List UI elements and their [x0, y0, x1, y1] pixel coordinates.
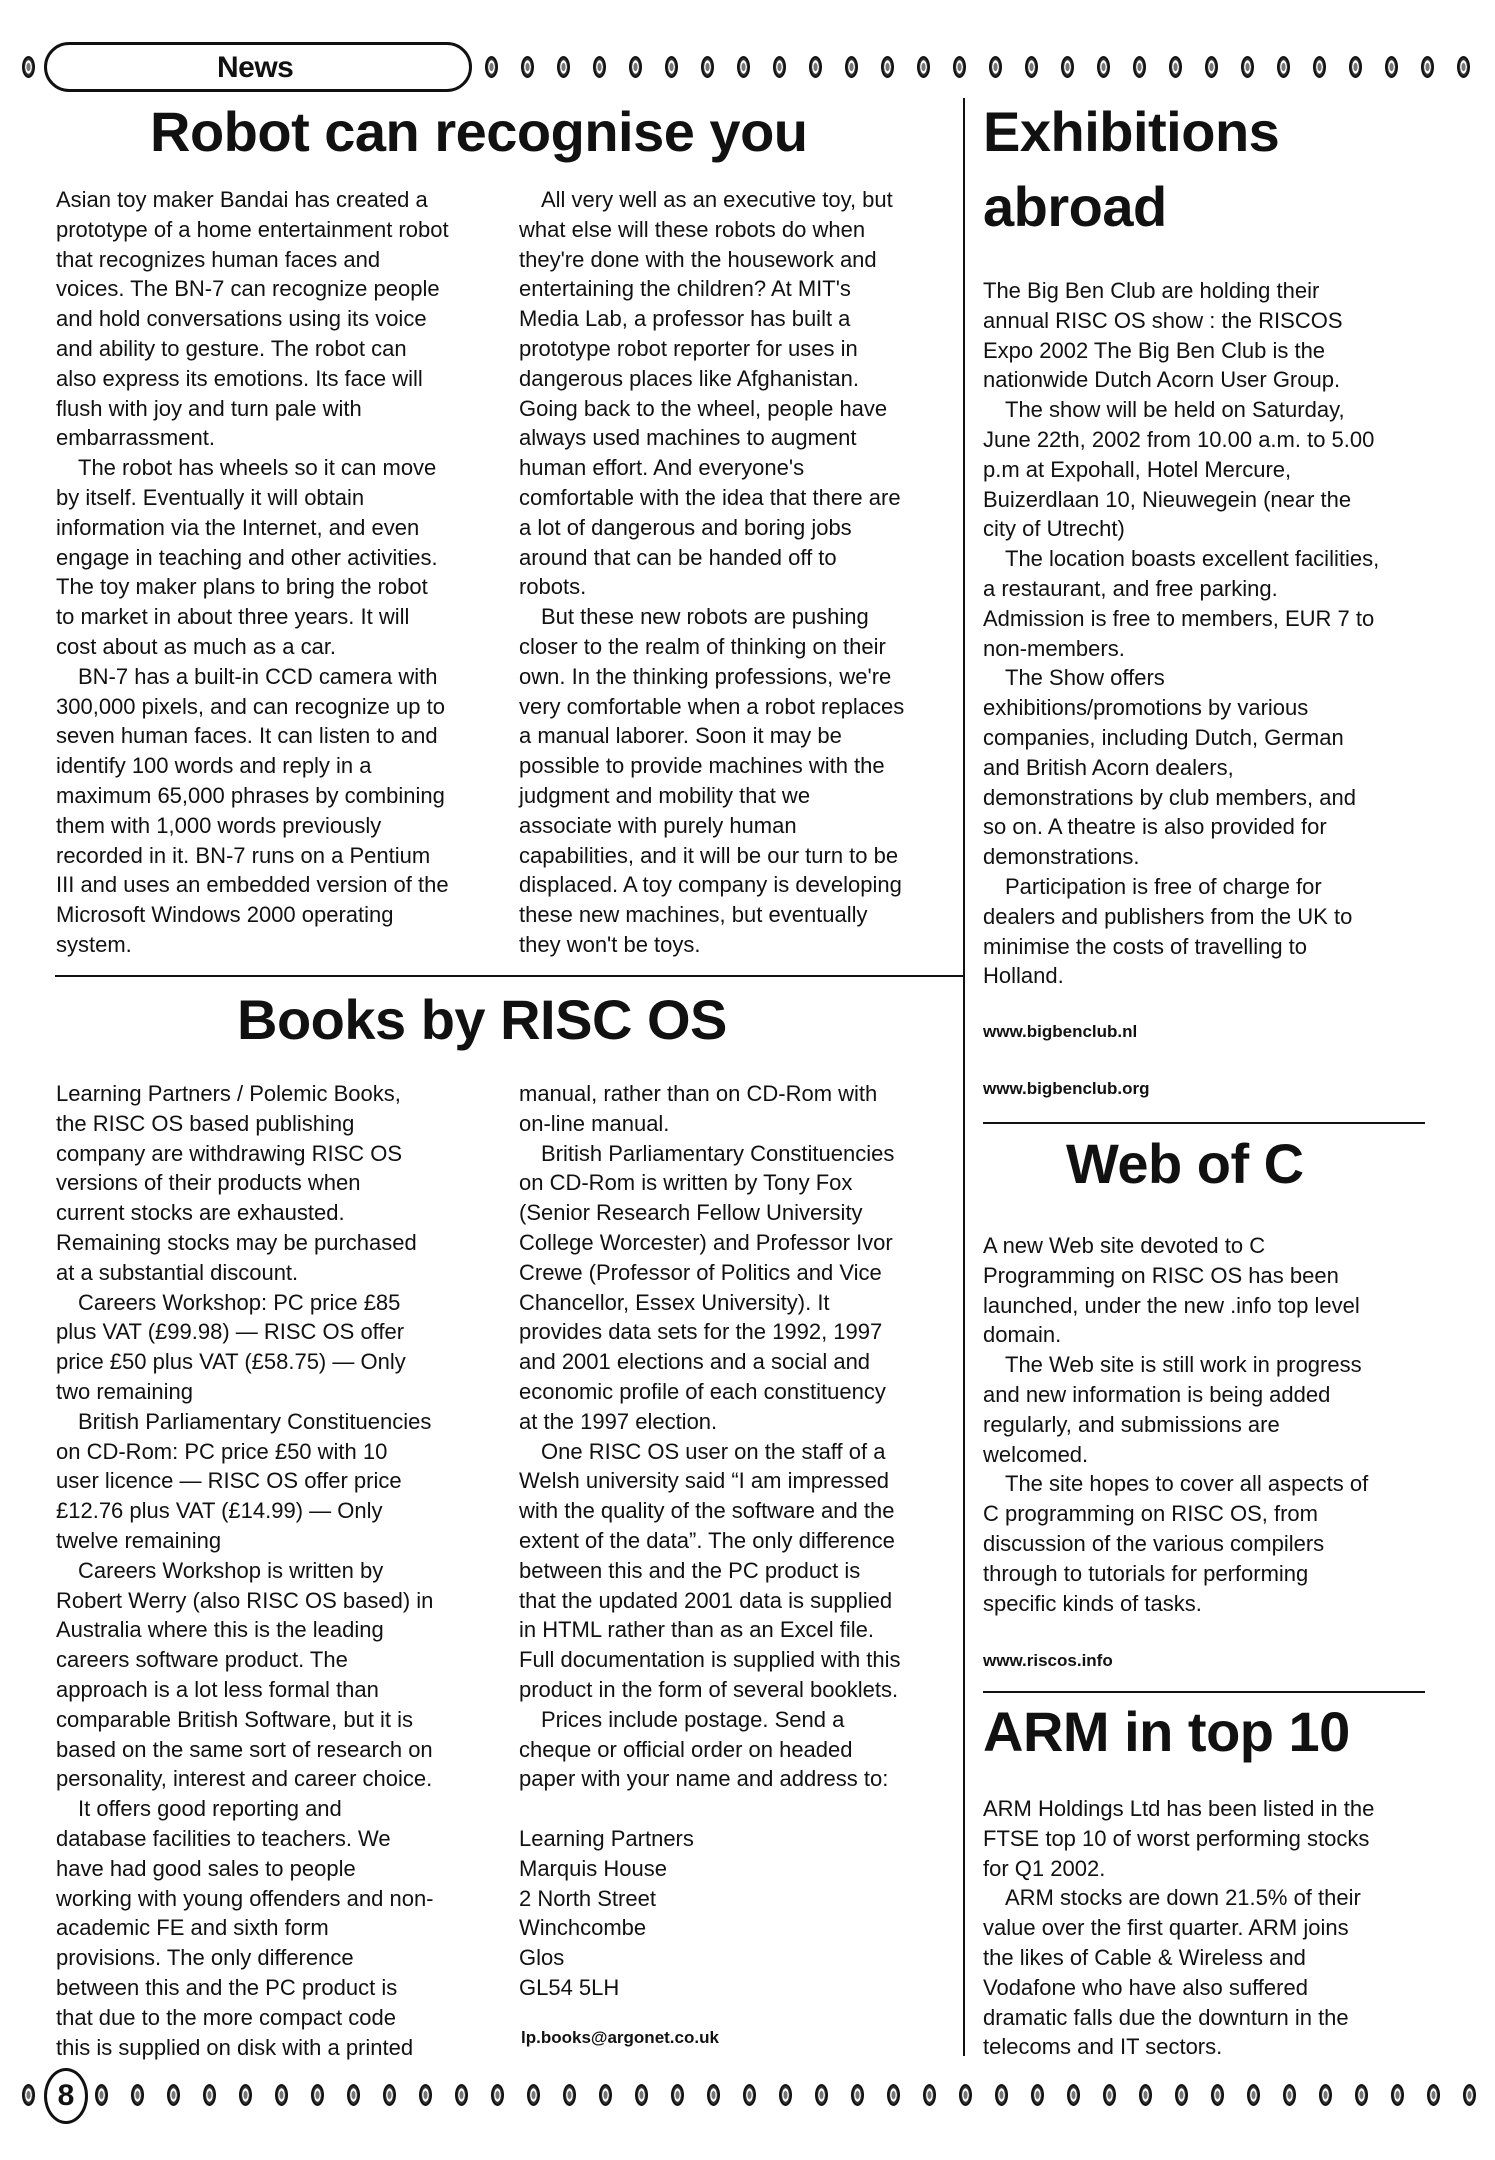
dot-ornament — [1205, 56, 1218, 78]
text-line: current stocks are exhausted. — [56, 1200, 345, 1226]
dot-ornament — [665, 56, 678, 78]
column-divider — [963, 98, 965, 2056]
dot-ornament — [275, 2084, 288, 2106]
dot-ornament — [485, 56, 498, 78]
headline-exhibitions: Exhibitions — [983, 100, 1280, 163]
text-line: Glos — [519, 1945, 565, 1971]
text-line: and British Acorn dealers, — [983, 754, 1234, 780]
dot-ornament — [22, 2084, 35, 2106]
text-line: BN-7 has a built-in CCD camera with — [78, 663, 438, 689]
text-line: that due to the more compact code — [56, 2004, 396, 2030]
text-line: a manual laborer. Soon it may be — [519, 723, 842, 749]
dot-ornament — [1097, 56, 1110, 78]
text-line: comparable British Software, but it is — [56, 1706, 414, 1732]
text-line: The Web site is still work in progress — [1005, 1352, 1362, 1378]
dot-ornament — [923, 2084, 936, 2106]
dot-ornament — [1133, 56, 1146, 78]
text-line: exhibitions/promotions by various — [983, 695, 1309, 721]
dot-ornament — [773, 56, 786, 78]
dot-ornament — [563, 2084, 576, 2106]
section-rule — [55, 975, 965, 977]
text-line: voices. The BN-7 can recognize people — [56, 276, 440, 302]
text-line: Going back to the wheel, people have — [519, 395, 888, 421]
text-line: flush with joy and turn pale with — [56, 395, 362, 421]
text-line: Robert Werry (also RISC OS based) in — [56, 1587, 434, 1613]
dot-ornament — [851, 2084, 864, 2106]
text-line: what else will these robots do when — [519, 216, 866, 242]
dot-ornament — [815, 2084, 828, 2106]
text-line: between this and the PC product is — [519, 1557, 861, 1583]
text-line: on CD-Rom is written by Tony Fox — [519, 1170, 853, 1196]
headline-arm: ARM in top 10 — [983, 1700, 1350, 1763]
text-line: demonstrations by club members, and — [983, 784, 1356, 810]
text-line: embarrassment. — [56, 425, 215, 451]
text-line: economic profile of each constituency — [519, 1378, 886, 1404]
text-line: through to tutorials for performing — [983, 1560, 1309, 1586]
text-line: provisions. The only difference — [56, 1945, 354, 1971]
text-line: comfortable with the idea that there are — [519, 484, 901, 510]
text-line: displaced. A toy company is developing — [519, 872, 902, 898]
text-line: entertaining the children? At MIT's — [519, 276, 851, 302]
text-line: Winchcombe — [519, 1915, 647, 1941]
text-line: specific kinds of tasks. — [983, 1590, 1202, 1616]
text-line: dramatic falls due the downturn in the — [983, 2004, 1349, 2030]
text-line: British Parliamentary Constituencies — [78, 1408, 432, 1434]
dot-ornament — [1139, 2084, 1152, 2106]
text-line: engage in teaching and other activities. — [56, 544, 438, 570]
dot-ornament — [995, 2084, 1008, 2106]
text-line: twelve remaining — [56, 1527, 222, 1553]
dot-ornament — [1283, 2084, 1296, 2106]
text-line: paper with your name and address to: — [519, 1766, 889, 1792]
article-column — [56, 1079, 434, 2062]
text-line: British Parliamentary Constituencies — [541, 1140, 895, 1166]
text-line: closer to the realm of thinking on their — [519, 633, 886, 659]
text-line: to market in about three years. It will — [56, 604, 410, 630]
text-line: Asian toy maker Bandai has created a — [56, 187, 428, 212]
text-line: demonstrations. — [983, 844, 1140, 870]
dot-ornament — [1385, 56, 1398, 78]
dot-ornament — [845, 56, 858, 78]
text-line: system. — [56, 931, 132, 957]
dot-ornament — [917, 56, 930, 78]
text-line: the likes of Cable & Wireless and — [983, 1944, 1306, 1970]
dot-ornament — [167, 2084, 180, 2106]
text-line: human effort. And everyone's — [519, 455, 805, 481]
section-rule — [983, 1691, 1425, 1693]
text-line: Learning Partners / Polemic Books, — [56, 1081, 401, 1106]
dot-ornament — [1427, 2084, 1440, 2106]
dot-ornament — [959, 2084, 972, 2106]
text-line: personality, interest and career choice. — [56, 1766, 433, 1792]
text-line: value over the first quarter. ARM joins — [983, 1915, 1349, 1941]
text-line: The site hopes to cover all aspects of — [1005, 1471, 1369, 1497]
dot-ornament — [383, 2084, 396, 2106]
headline-web-of-c: Web of C — [1066, 1132, 1304, 1195]
text-line: prototype robot reporter for uses in — [519, 335, 858, 361]
text-line: in HTML rather than as an Excel file. — [519, 1617, 875, 1643]
text-line: The show will be held on Saturday, — [1005, 397, 1345, 423]
dot-ornament — [1421, 56, 1434, 78]
text-line: The toy maker plans to bring the robot — [56, 574, 428, 600]
text-line: extent of the data”. The only difference — [519, 1527, 895, 1553]
text-line: Crewe (Professor of Politics and Vice — [519, 1259, 882, 1285]
text-line: ARM stocks are down 21.5% of their — [1005, 1885, 1361, 1911]
email-link[interactable]: lp.books@argonet.co.uk — [521, 2028, 719, 2047]
text-line: they won't be toys. — [519, 931, 701, 957]
text-line: A new Web site devoted to C — [983, 1233, 1266, 1258]
dot-ornament — [593, 56, 606, 78]
dot-ornament — [311, 2084, 324, 2106]
text-line: they're done with the housework and — [519, 246, 877, 272]
text-line: June 22th, 2002 from 10.00 a.m. to 5.00 — [983, 426, 1375, 452]
text-line: Participation is free of charge for — [1005, 873, 1322, 899]
text-line: College Worcester) and Professor Ivor — [519, 1229, 893, 1255]
dot-ornament — [1169, 56, 1182, 78]
text-line: Marquis House — [519, 1855, 667, 1881]
text-line: dangerous places like Afghanistan. — [519, 365, 860, 391]
text-line: and ability to gesture. The robot can — [56, 335, 407, 361]
text-line: One RISC OS user on the staff of a — [541, 1438, 886, 1464]
text-line: Holland. — [983, 963, 1064, 989]
text-line: the RISC OS based publishing — [56, 1110, 355, 1136]
dot-ornament — [629, 56, 642, 78]
text-line: and 2001 elections and a social and — [519, 1349, 871, 1375]
dot-ornament — [521, 56, 534, 78]
text-line: cost about as much as a car. — [56, 633, 337, 659]
dot-ornament — [203, 2084, 216, 2106]
web-link[interactable]: www.bigbenclub.org — [983, 1079, 1150, 1098]
text-line: academic FE and sixth form — [56, 1915, 329, 1941]
dot-ornament — [239, 2084, 252, 2106]
text-line: on CD-Rom: PC price £50 with 10 — [56, 1438, 388, 1464]
text-line: Chancellor, Essex University). It — [519, 1289, 830, 1315]
dot-ornament — [1031, 2084, 1044, 2106]
text-line: non-members. — [983, 635, 1125, 661]
dot-ornament — [953, 56, 966, 78]
dot-ornament — [881, 56, 894, 78]
text-line: 300,000 pixels, and can recognize up to — [56, 693, 445, 719]
dot-ornament — [419, 2084, 432, 2106]
text-line: robots. — [519, 574, 587, 600]
text-line: careers software product. The — [56, 1647, 348, 1673]
text-line: III and uses an embedded version of the — [56, 872, 449, 898]
text-line: The Big Ben Club are holding their — [983, 278, 1320, 303]
text-line: this is supplied on disk with a printed — [56, 2034, 414, 2060]
dot-ornament — [1313, 56, 1326, 78]
text-line: telecoms and IT sectors. — [983, 2034, 1223, 2060]
text-line: welcomed. — [983, 1441, 1089, 1467]
text-line: product in the form of several booklets. — [519, 1676, 899, 1702]
text-line: C programming on RISC OS, from — [983, 1501, 1318, 1527]
text-line: these new machines, but eventually — [519, 902, 868, 928]
text-line: working with young offenders and non- — [56, 1885, 434, 1911]
text-line: Media Lab, a professor has built a — [519, 306, 851, 332]
bottom-dot-border — [0, 2084, 1495, 2108]
text-line: The location boasts excellent facilities, — [1005, 546, 1380, 572]
text-line: companies, including Dutch, German — [983, 724, 1344, 750]
text-line: plus VAT (£99.98) — RISC OS offer — [56, 1319, 405, 1345]
text-line: launched, under the new .info top level — [983, 1292, 1360, 1318]
text-line: around that can be handed off to — [519, 544, 837, 570]
text-line: £12.76 plus VAT (£14.99) — Only — [56, 1498, 383, 1524]
headline-robot: Robot can recognise you — [150, 100, 808, 163]
dot-ornament — [1247, 2084, 1260, 2106]
text-line: a lot of dangerous and boring jobs — [519, 514, 852, 540]
headline-exhibitions: abroad — [983, 175, 1167, 238]
text-line: them with 1,000 words previously — [56, 812, 382, 838]
text-line: a restaurant, and free parking. — [983, 575, 1278, 601]
web-link[interactable]: www.bigbenclub.nl — [983, 1022, 1138, 1041]
text-line: judgment and mobility that we — [519, 782, 811, 808]
text-line: provides data sets for the 1992, 1997 — [519, 1319, 883, 1345]
text-line: (Senior Research Fellow University — [519, 1200, 863, 1226]
dot-ornament — [1457, 56, 1470, 78]
text-line: user licence — RISC OS offer price — [56, 1468, 402, 1494]
headline-books: Books by RISC OS — [237, 988, 727, 1051]
text-line: Vodafone who have also suffered — [983, 1974, 1308, 2000]
text-line: versions of their products when — [56, 1170, 361, 1196]
text-line: maximum 65,000 phrases by combining — [56, 782, 445, 808]
dot-ornament — [671, 2084, 684, 2106]
text-line: Careers Workshop is written by — [78, 1557, 384, 1583]
dot-ornament — [743, 2084, 756, 2106]
text-line: on-line manual. — [519, 1110, 670, 1136]
dot-ornament — [1349, 56, 1362, 78]
text-line: Learning Partners — [519, 1825, 694, 1851]
article-column — [519, 185, 904, 960]
text-line: FTSE top 10 of worst performing stocks — [983, 1825, 1370, 1851]
text-line: prototype of a home entertainment robot — [56, 216, 449, 242]
text-line: have had good sales to people — [56, 1855, 356, 1881]
text-line: recorded in it. BN-7 runs on a Pentium — [56, 842, 431, 868]
dot-ornament — [737, 56, 750, 78]
text-line: information via the Internet, and even — [56, 514, 420, 540]
text-line: own. In the thinking professions, we're — [519, 663, 892, 689]
text-line: discussion of the various compilers — [983, 1530, 1325, 1556]
dot-ornament — [455, 2084, 468, 2106]
text-line: Expo 2002 The Big Ben Club is the — [983, 337, 1326, 363]
web-link[interactable]: www.riscos.info — [983, 1651, 1113, 1670]
text-line: But these new robots are pushing — [541, 604, 869, 630]
dot-ornament — [527, 2084, 540, 2106]
text-line: always used machines to augment — [519, 425, 857, 451]
text-line: minimise the costs of travelling to — [983, 933, 1308, 959]
dot-ornament — [635, 2084, 648, 2106]
dot-ornament — [1319, 2084, 1332, 2106]
dot-ornament — [701, 56, 714, 78]
text-line: The robot has wheels so it can move — [78, 455, 437, 481]
text-line: also express its emotions. Its face will — [56, 365, 423, 391]
dot-ornament — [989, 56, 1002, 78]
dot-ornament — [131, 2084, 144, 2106]
article-column — [983, 1794, 1374, 2062]
text-line: manual, rather than on CD-Rom with — [519, 1081, 878, 1106]
text-line: annual RISC OS show : the RISCOS — [983, 307, 1343, 333]
text-line: Microsoft Windows 2000 operating — [56, 902, 394, 928]
top-dot-border — [0, 56, 1495, 80]
dot-ornament — [1355, 2084, 1368, 2106]
text-line: price £50 plus VAT (£58.75) — Only — [56, 1349, 406, 1375]
text-line: company are withdrawing RISC OS — [56, 1140, 403, 1166]
text-line: Programming on RISC OS has been — [983, 1262, 1339, 1288]
text-line: with the quality of the software and the — [519, 1498, 895, 1524]
text-line: and hold conversations using its voice — [56, 306, 427, 332]
text-line: p.m at Expohall, Hotel Mercure, — [983, 456, 1292, 482]
text-line: 2 North Street — [519, 1885, 656, 1911]
text-line: associate with purely human — [519, 812, 797, 838]
dot-ornament — [1277, 56, 1290, 78]
dot-ornament — [1241, 56, 1254, 78]
page-number: 8 — [44, 2068, 88, 2124]
text-line: possible to provide machines with the — [519, 753, 885, 779]
article-column — [983, 1231, 1368, 1618]
dot-ornament — [557, 56, 570, 78]
dot-ornament — [22, 56, 35, 78]
dot-ornament — [779, 2084, 792, 2106]
dot-ornament — [1067, 2084, 1080, 2106]
text-line — [519, 1794, 901, 1824]
text-line: Full documentation is supplied with this — [519, 1647, 901, 1673]
text-line: that the updated 2001 data is supplied — [519, 1587, 893, 1613]
text-line: and new information is being added — [983, 1381, 1331, 1407]
dot-ornament — [1391, 2084, 1404, 2106]
text-line: regularly, and submissions are — [983, 1411, 1280, 1437]
dot-ornament — [1061, 56, 1074, 78]
text-line: so on. A theatre is also provided for — [983, 814, 1327, 840]
dot-ornament — [1103, 2084, 1116, 2106]
text-line: that recognizes human faces and — [56, 246, 381, 272]
text-line: very comfortable when a robot replaces — [519, 693, 905, 719]
dot-ornament — [1211, 2084, 1224, 2106]
text-line: GL54 5LH — [519, 1974, 620, 2000]
dot-ornament — [887, 2084, 900, 2106]
text-line: Welsh university said “I am impressed — [519, 1468, 890, 1494]
text-line: nationwide Dutch Acorn User Group. — [983, 367, 1341, 393]
dot-ornament — [707, 2084, 720, 2106]
text-line: Remaining stocks may be purchased — [56, 1229, 417, 1255]
text-line: dealers and publishers from the UK to — [983, 903, 1353, 929]
text-line: Careers Workshop: PC price £85 — [78, 1289, 401, 1315]
dot-ornament — [599, 2084, 612, 2106]
text-line: two remaining — [56, 1378, 193, 1404]
dot-ornament — [95, 2084, 108, 2106]
text-line: between this and the PC product is — [56, 1974, 398, 2000]
text-line: database facilities to teachers. We — [56, 1825, 391, 1851]
text-line: The Show offers — [1005, 665, 1165, 691]
text-line: ARM Holdings Ltd has been listed in the — [983, 1796, 1375, 1821]
text-line: identify 100 words and reply in a — [56, 753, 372, 779]
text-line: capabilities, and it will be our turn to be — [519, 842, 899, 868]
text-line: Australia where this is the leading — [56, 1617, 384, 1643]
article-column — [519, 1079, 901, 2003]
dot-ornament — [809, 56, 822, 78]
text-line: based on the same sort of research on — [56, 1736, 433, 1762]
text-line: for Q1 2002. — [983, 1855, 1106, 1881]
article-column — [983, 276, 1379, 991]
section-rule — [983, 1122, 1425, 1124]
section-label: News — [217, 51, 294, 84]
text-line: It offers good reporting and — [78, 1796, 342, 1822]
dot-ornament — [1463, 2084, 1476, 2106]
article-column — [56, 185, 449, 960]
text-line: city of Utrecht) — [983, 516, 1125, 542]
text-line: seven human faces. It can listen to and — [56, 723, 438, 749]
text-line: approach is a lot less formal than — [56, 1676, 379, 1702]
text-line: by itself. Eventually it will obtain — [56, 484, 365, 510]
text-line: Buizerdlaan 10, Nieuwegein (near the — [983, 486, 1352, 512]
text-line: Prices include postage. Send a — [541, 1706, 845, 1732]
text-line: All very well as an executive toy, but — [541, 187, 893, 212]
text-line: at the 1997 election. — [519, 1408, 718, 1434]
dot-ornament — [1025, 56, 1038, 78]
text-line: cheque or official order on headed — [519, 1736, 853, 1762]
dot-ornament — [491, 2084, 504, 2106]
text-line: at a substantial discount. — [56, 1259, 299, 1285]
dot-ornament — [1175, 2084, 1188, 2106]
text-line: domain. — [983, 1322, 1062, 1348]
dot-ornament — [347, 2084, 360, 2106]
text-line: Admission is free to members, EUR 7 to — [983, 605, 1375, 631]
